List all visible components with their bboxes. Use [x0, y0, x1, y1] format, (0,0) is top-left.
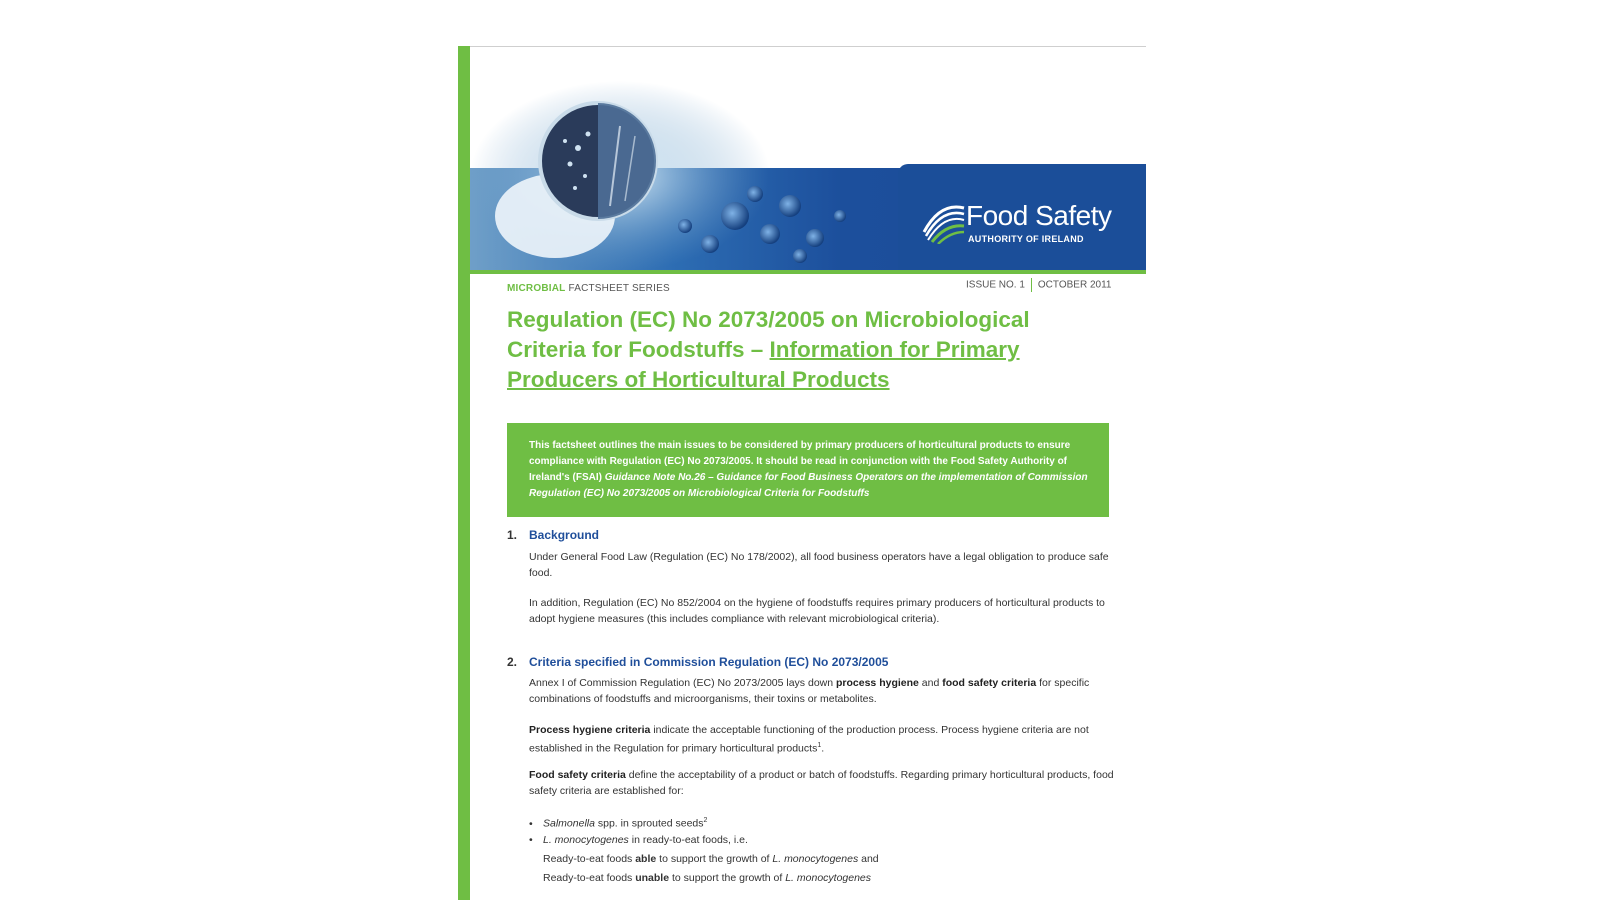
b1-rest: spp. in sprouted seeds: [594, 817, 704, 830]
b1-italic: Salmonella: [543, 817, 595, 830]
logo-name: Food Safety: [966, 200, 1112, 231]
issue-date: OCTOBER 2011: [1037, 279, 1112, 291]
title-part1: Regulation (EC) No 2073/2005 on Microbiological Criteria for Foodstuffs –: [507, 307, 1030, 362]
section2-number: 2.: [507, 655, 518, 669]
series-rest: FACTSHEET SERIES: [565, 283, 670, 294]
sub1-b: able: [635, 853, 657, 865]
sub1-a: Ready-to-eat foods: [543, 853, 636, 865]
bullet-salmonella: [529, 813, 707, 832]
section2-heading: [507, 655, 888, 669]
intro-text: [507, 423, 1109, 502]
issue-number: ISSUE NO. 1: [966, 279, 1025, 291]
issue-info: [966, 278, 1111, 292]
s2p3-rest: define the acceptability of a product or batch of foodstuffs. Regarding primary horticultural products, food safety criteria are established for:: [529, 769, 1114, 797]
section1-title: Background: [529, 528, 600, 542]
section2-para2: [529, 722, 1114, 757]
fsai-swoosh-icon: [920, 198, 966, 244]
s2p1-b1: process hygiene: [836, 677, 919, 689]
title-part2: Information for Primary Producers of Horticultural Products: [507, 337, 1020, 392]
sub1-d: and: [858, 853, 879, 865]
sub2-b: unable: [635, 872, 670, 884]
sub2-i: L. monocytogenes: [785, 872, 872, 884]
series-label: [507, 283, 670, 294]
s2p2-rest: indicate the acceptable functioning of the production process. Process hygiene criteria are not established in the Regulation for primary horticultural products: [529, 724, 1089, 755]
b2-rest: in ready-to-eat foods, i.e.: [628, 834, 748, 846]
footnote-1-ref: 1: [817, 742, 822, 749]
sub-item-unable: [543, 870, 871, 886]
document-title: [507, 305, 1067, 395]
fsai-logo: [920, 192, 1120, 252]
section2-para3: [529, 767, 1114, 799]
bullet-dot: •: [529, 817, 533, 830]
intro-text-italic: Guidance Note No.26 – Guidance for Food Business Operators on the implementation of Commission Regulation (EC) No 2073/2005 on Microbiological Criteria for Foodstuffs: [529, 472, 1088, 499]
s2p3-b: Food safety criteria: [529, 769, 626, 781]
sub2-a: Ready-to-eat foods: [543, 872, 636, 884]
intro-box: [507, 423, 1109, 517]
footnote-2-ref: 2: [703, 817, 708, 824]
b2-italic: L. monocytogenes: [543, 834, 629, 846]
intro-text-main: This factsheet outlines the main issues to be considered by primary producers of horticultural products to ensure compliance with Regulation (EC) No 2073/2005. It should be read in conjunction with the Food Safety Authority of Ireland's (FSAI): [529, 440, 1071, 483]
section1-para2: In addition, Regulation (EC) No 852/2004 on the hygiene of foodstuffs requires primary producers of horticultural products to adopt hygiene measures (this includes compliance with relevant microbiological criteria).: [529, 597, 1105, 625]
s2p1-c: and: [918, 677, 943, 689]
banner-green-rule: [470, 270, 1146, 274]
s2p1-d: for specific combinations of foodstuffs and microorganisms, their toxins or metabolites.: [529, 677, 1090, 705]
section1-heading: [507, 528, 599, 542]
bullet-dot: •: [529, 834, 533, 846]
issue-separator: [1031, 278, 1032, 292]
petri-dish-image: [470, 66, 870, 272]
s2p1-a: Annex I of Commission Regulation (EC) No 2073/2005 lays down: [529, 677, 836, 689]
s2p2-end: .: [821, 742, 825, 755]
s2p2-b: Process hygiene criteria: [529, 724, 651, 736]
header-banner: [470, 66, 1146, 274]
s2p1-b2: food safety criteria: [942, 677, 1037, 689]
section2-title: Criteria specified in Commission Regulation (EC) No 2073/2005: [529, 655, 889, 669]
document-page: [458, 46, 1146, 900]
sub2-c: to support the growth of: [669, 872, 786, 884]
section1-number: 1.: [507, 528, 518, 542]
sub-item-able: [543, 851, 879, 867]
page-top-border: [458, 46, 1146, 47]
logo-subtitle: AUTHORITY OF IRELAND: [968, 234, 1084, 244]
sub1-i: L. monocytogenes: [772, 853, 859, 865]
series-accent: MICROBIAL: [507, 283, 566, 294]
section1-para1: Under General Food Law (Regulation (EC) No 178/2002), all food business operators have a legal obligation to produce safe food.: [529, 551, 1109, 579]
sub1-c: to support the growth of: [656, 853, 773, 865]
section2-para1: [529, 675, 1114, 707]
bullet-listeria: [529, 832, 748, 848]
left-accent-bar: [458, 46, 470, 900]
